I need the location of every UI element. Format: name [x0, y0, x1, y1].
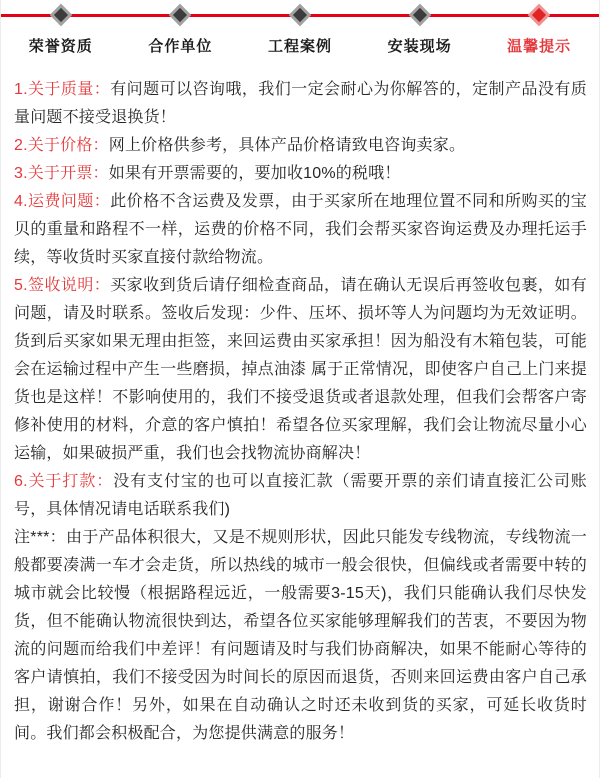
- tab-label: 温馨提示: [507, 38, 572, 55]
- notice-label: 6.关于打款：: [14, 473, 114, 490]
- notice-text: 买家收到货后请仔细检查商品，请在确认无误后再签收包裹，如有问题，请及时联系。签收后发现：少件、压坏、损坏等人为问题均为无效证明。货到后买家如果无理由拒签，来回运费由买家承担！因为船没有木箱包装，可能会在运输过程中产生一些磨损，掉点油漆 属于正常情况，即使客户自己上门来提货也是这样！不影响使用的，我们不接受退货或者退款处理，但我们会帮客户寄修补使用的材料，介意的客户慎拍！希望各位买家理解，我们会让物流尽量小心运输，如果破损严重，我们也会找物流协商解决！: [14, 277, 587, 462]
- notice-label: 3.关于开票：: [14, 165, 109, 182]
- notice-text: 网上价格供参考，具体产品价格请致电咨询卖家。: [108, 137, 466, 154]
- notice-text: 如果有开票需要的，要加收10%的税哦！: [108, 165, 401, 182]
- notice-content: [1, 58, 599, 778]
- diamond-icon: [528, 4, 551, 27]
- notice-text: 由于产品体积很大，又是不规则形状，因此只能发专线物流，专线物流一般都要凑满一车才会走货，所以热线的城市一般会很快，但偏线或者需要中转的城市就会比较慢（根据路程远近，一般需要3-15天)，我们只能确认我们尽快发货，但不能确认物流很快到达，希望各位买家能够理解我们的苦衷，不要因为物流的问题而给我们中差评！有问题请及时与我们协商解决，如果不能耐心等待的客户请慎拍，我们不接受因为时间长的原因而退货，否则来回运费由客户自己承担，谢谢合作！另外，如果在自动确认之时还未收到货的买家，可延长收货时间。我们都会积极配合，为您提供满意的服务！: [14, 529, 587, 742]
- notice-text: 此价格不含运费及发票，由于买家所在地理位置不同和所购买的宝贝的重量和路程不一样，运费的价格不同，我们会帮买家咨询运费及办理托运手续，等收货时买家直接付款给物流。: [14, 193, 587, 266]
- diamond-icon: [408, 4, 431, 27]
- diamond-inner: [413, 8, 427, 22]
- notice-label: 1.关于质量：: [14, 81, 111, 98]
- notice-item-price: [14, 132, 587, 160]
- notice-item-invoice: [14, 160, 587, 188]
- tab-label: 合作单位: [148, 38, 213, 55]
- notice-text: 没有支付宝的也可以直接汇款（需要开票的亲们请直接汇公司账号，具体情况请电话联系我们): [14, 473, 587, 518]
- tab-label: 荣誉资质: [28, 38, 93, 55]
- notice-label: 5.签收说明：: [14, 277, 111, 294]
- diamond-inner: [532, 8, 546, 22]
- diamond-icon: [289, 4, 312, 27]
- tab-label: 安装现场: [387, 38, 452, 55]
- notice-text: 有问题可以咨询哦，我们一定会耐心为你解答的，定制产品没有质量问题不接受退换货！: [14, 81, 587, 126]
- notice-label: 注***：: [14, 529, 66, 546]
- diamond-inner: [173, 8, 187, 22]
- notice-item-quality: [14, 76, 587, 132]
- section-nav: [1, 0, 599, 58]
- tab-project-cases[interactable]: [240, 0, 360, 58]
- tab-partner-units[interactable]: [121, 0, 241, 58]
- diamond-inner: [293, 8, 307, 22]
- nav-tabs: [1, 0, 599, 58]
- tab-installation-site[interactable]: [360, 0, 480, 58]
- notice-label: 2.关于价格：: [14, 137, 109, 154]
- tab-honor-qualifications[interactable]: [1, 0, 121, 58]
- notice-item-receiving: [14, 272, 587, 468]
- tab-label: 工程案例: [267, 38, 332, 55]
- notice-label: 4.运费问题：: [14, 193, 111, 210]
- diamond-icon: [49, 4, 72, 27]
- notice-item-shipping: [14, 188, 587, 272]
- diamond-inner: [54, 8, 68, 22]
- diamond-icon: [169, 4, 192, 27]
- notice-item-logistics-note: [14, 524, 587, 748]
- tab-warm-tips[interactable]: [479, 0, 599, 58]
- notice-item-payment: [14, 468, 587, 524]
